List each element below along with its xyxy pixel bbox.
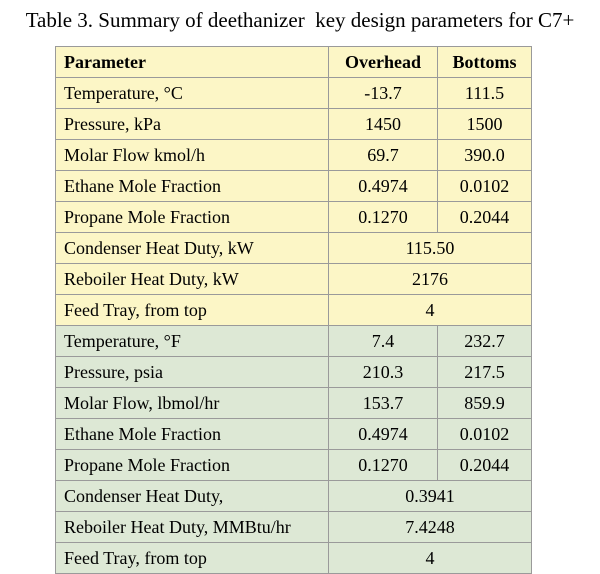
table-row [56,543,532,574]
overhead-cell: 1450 [329,109,438,140]
bottoms-cell: 1500 [438,109,532,140]
header-parameter: Parameter [56,47,329,78]
bottoms-cell: 217.5 [438,357,532,388]
overhead-cell: 210.3 [329,357,438,388]
combined-value-cell: 4 [329,543,532,574]
table-row [56,171,532,202]
table-row [56,109,532,140]
table-row [56,78,532,109]
parameter-cell: Condenser Heat Duty, kW [56,233,329,264]
overhead-cell: 7.4 [329,326,438,357]
parameter-cell: Reboiler Heat Duty, MMBtu/hr [56,512,329,543]
table-row [56,357,532,388]
combined-value-cell: 115.50 [329,233,532,264]
table-row [56,512,532,543]
table-row [56,295,532,326]
table-row [56,450,532,481]
parameter-cell: Pressure, kPa [56,109,329,140]
header-overhead: Overhead [329,47,438,78]
us-units-section [56,326,532,574]
parameter-cell: Molar Flow kmol/h [56,140,329,171]
parameter-cell: Condenser Heat Duty, [56,481,329,512]
overhead-cell: 0.4974 [329,419,438,450]
parameter-cell: Propane Mole Fraction [56,450,329,481]
parameter-cell: Pressure, psia [56,357,329,388]
parameter-cell: Temperature, °C [56,78,329,109]
combined-value-cell: 4 [329,295,532,326]
overhead-cell: -13.7 [329,78,438,109]
table-row [56,326,532,357]
si-units-section [56,78,532,326]
table-row [56,388,532,419]
bottoms-cell: 859.9 [438,388,532,419]
overhead-cell: 0.4974 [329,171,438,202]
bottoms-cell: 111.5 [438,78,532,109]
bottoms-cell: 0.0102 [438,171,532,202]
bottoms-cell: 232.7 [438,326,532,357]
table-row [56,481,532,512]
parameter-cell: Ethane Mole Fraction [56,419,329,450]
design-parameters-table [55,46,532,574]
parameter-cell: Molar Flow, lbmol/hr [56,388,329,419]
combined-value-cell: 7.4248 [329,512,532,543]
header-row [56,47,532,78]
combined-value-cell: 2176 [329,264,532,295]
parameter-cell: Feed Tray, from top [56,295,329,326]
bottoms-cell: 0.0102 [438,419,532,450]
bottoms-cell: 0.2044 [438,450,532,481]
parameter-cell: Ethane Mole Fraction [56,171,329,202]
overhead-cell: 153.7 [329,388,438,419]
table-row [56,233,532,264]
table-row [56,202,532,233]
parameter-cell: Temperature, °F [56,326,329,357]
table-row [56,264,532,295]
parameter-cell: Reboiler Heat Duty, kW [56,264,329,295]
parameter-cell: Feed Tray, from top [56,543,329,574]
table-row [56,419,532,450]
header-bottoms: Bottoms [438,47,532,78]
bottoms-cell: 0.2044 [438,202,532,233]
table-row [56,140,532,171]
overhead-cell: 69.7 [329,140,438,171]
combined-value-cell: 0.3941 [329,481,532,512]
table-caption: Table 3. Summary of deethanizer key design parameters for C7+ [25,8,575,32]
bottoms-cell: 390.0 [438,140,532,171]
parameter-cell: Propane Mole Fraction [56,202,329,233]
overhead-cell: 0.1270 [329,450,438,481]
overhead-cell: 0.1270 [329,202,438,233]
